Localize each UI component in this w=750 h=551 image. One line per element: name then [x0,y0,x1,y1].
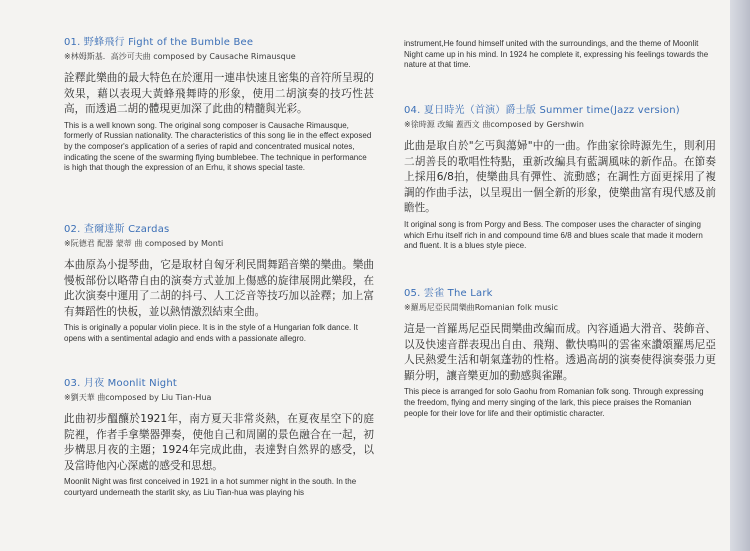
english-description-continued: instrument,He found himself united with the surroundings, and the theme of Moonlit Night came up in his mind. In 1924 he complete it, expressing his feelings towards the nature at that time. [404,39,709,70]
track-name: 野蜂飛行 Fight of the Bumble Bee [83,37,254,48]
track-number: 05. [404,288,421,299]
track-title [64,374,374,389]
track-number: 01. [64,37,81,48]
track-number: 04. [404,105,421,116]
english-description: This is a well known song. The original song composer is Causache Rimausque, formerly of Russian nationality. The characteristics of this song lie in the effect exposed by the composer's application of a series of rapid and concentrated musical notes, indicating the scene of the swarming flying bumblebee. The technique in performance is high that though the expression of an Erhu, it shows special taste. [64,120,372,173]
track-number: 02. [64,224,81,235]
track-title [64,33,374,48]
track-title [404,284,716,299]
track-04 [404,101,716,252]
page-edge [730,0,750,551]
track-number: 03. [64,378,81,389]
track-credit: ※阮德君 配器 蒙蒂 曲 composed by Monti [64,239,224,248]
track-02 [64,220,374,345]
english-description: Moonlit Night was first conceived in 1921 in a hot summer night in the south. In the courtyard underneath the starlit sky, as Liu Tian-hua was playing his [64,477,357,497]
chinese-description: 詮釋此樂曲的最大特色在於運用一連串快速且密集的音符所呈現的效果，藉以表現大黃蜂飛舞時的形象，使用二胡演奏的技巧性甚高，而透過二胡的體現更加深了此曲的精髓與光彩。 [64,72,374,116]
track-credit: ※林姆斯基．高沙可夫曲 composed by Causache Rimausque [64,52,296,61]
track-credit: ※羅馬尼亞民間樂曲Romanian folk music [404,303,559,312]
english-description: This piece is arranged for solo Gaohu from Romanian folk song. Through expressing the freedom, flying and merry singing of the lark, this piece praises the Romanian people for their love for life and their optimistic character. [404,387,704,418]
chinese-description: 此曲初步醞釀於1921年，南方夏天非常炎熱，在夏夜星空下的庭院裡，作者手拿樂器彈奏，使他自己和周圍的景色融合在一起，初步構思月夜的主題；1924年完成此曲，表達對自然界的感受，以及當時他內心深處的感受和思想。 [64,413,374,472]
chinese-description: 這是一首羅馬尼亞民間樂曲改編而成。內容通過大滑音、裝飾音、以及快速音群表現出自由、飛翔、歡快鳴叫的雲雀來讚頌羅馬尼亞人民熱愛生活和朝氣蓬勃的性格。透過高胡的演奏使得演奏張力更顯分明，讓音樂更加的動感與雀躍。 [404,323,716,382]
track-credit: ※劉天華 曲composed by Liu Tian-Hua [64,393,212,402]
track-name: 月夜 Moonlit Night [83,378,178,389]
english-description: It original song is from Porgy and Bess. The composer uses the character of singing which Erhu itself rich in and compound time 6/8 and blues scale that made it modern and fluent. It is a blues style piece. [404,219,703,251]
track-name: 雲雀 The Lark [423,288,493,299]
track-title [404,101,716,116]
track-title [64,220,374,235]
track-name: 查爾達斯 Czardas [83,224,170,235]
track-05 [404,284,716,419]
track-03 [64,374,374,499]
chinese-description: 本曲原為小提琴曲，它是取材自匈牙利民間舞蹈音樂的樂曲。樂曲慢板部份以略帶自由的演奏方式並加上傷感的旋律展開此樂段，在此次演奏中運用了二胡的抖弓、人工泛音等技巧加以詮釋；加上富有舞蹈性的快板，並以熱情激烈結束全曲。 [64,259,374,318]
track-03-continued [404,39,716,71]
track-credit: ※徐時源 改編 蓋西文 曲composed by Gershwin [404,120,584,129]
track-name: 夏日時光（首演）爵士版 Summer time(Jazz version) [423,105,680,116]
track-01 [64,33,374,174]
english-description: This is originally a popular violin piece. It is in the style of a Hungarian folk dance. It opens with a sentimental adagio and ends with a passionate allegro. [64,323,358,343]
chinese-description: 此曲是取自於"乞丐與蕩婦"中的一曲。作曲家徐時源先生，則利用二胡善長的歌唱性特點，重新改編具有藍調風味的新作品。在節奏上採用6/8拍，使樂曲具有彈性、流動感；在調性方面更採用了複調的作曲手法，以呈現出一個全新的形象，使樂曲富有現代感及前瞻性。 [404,140,716,215]
